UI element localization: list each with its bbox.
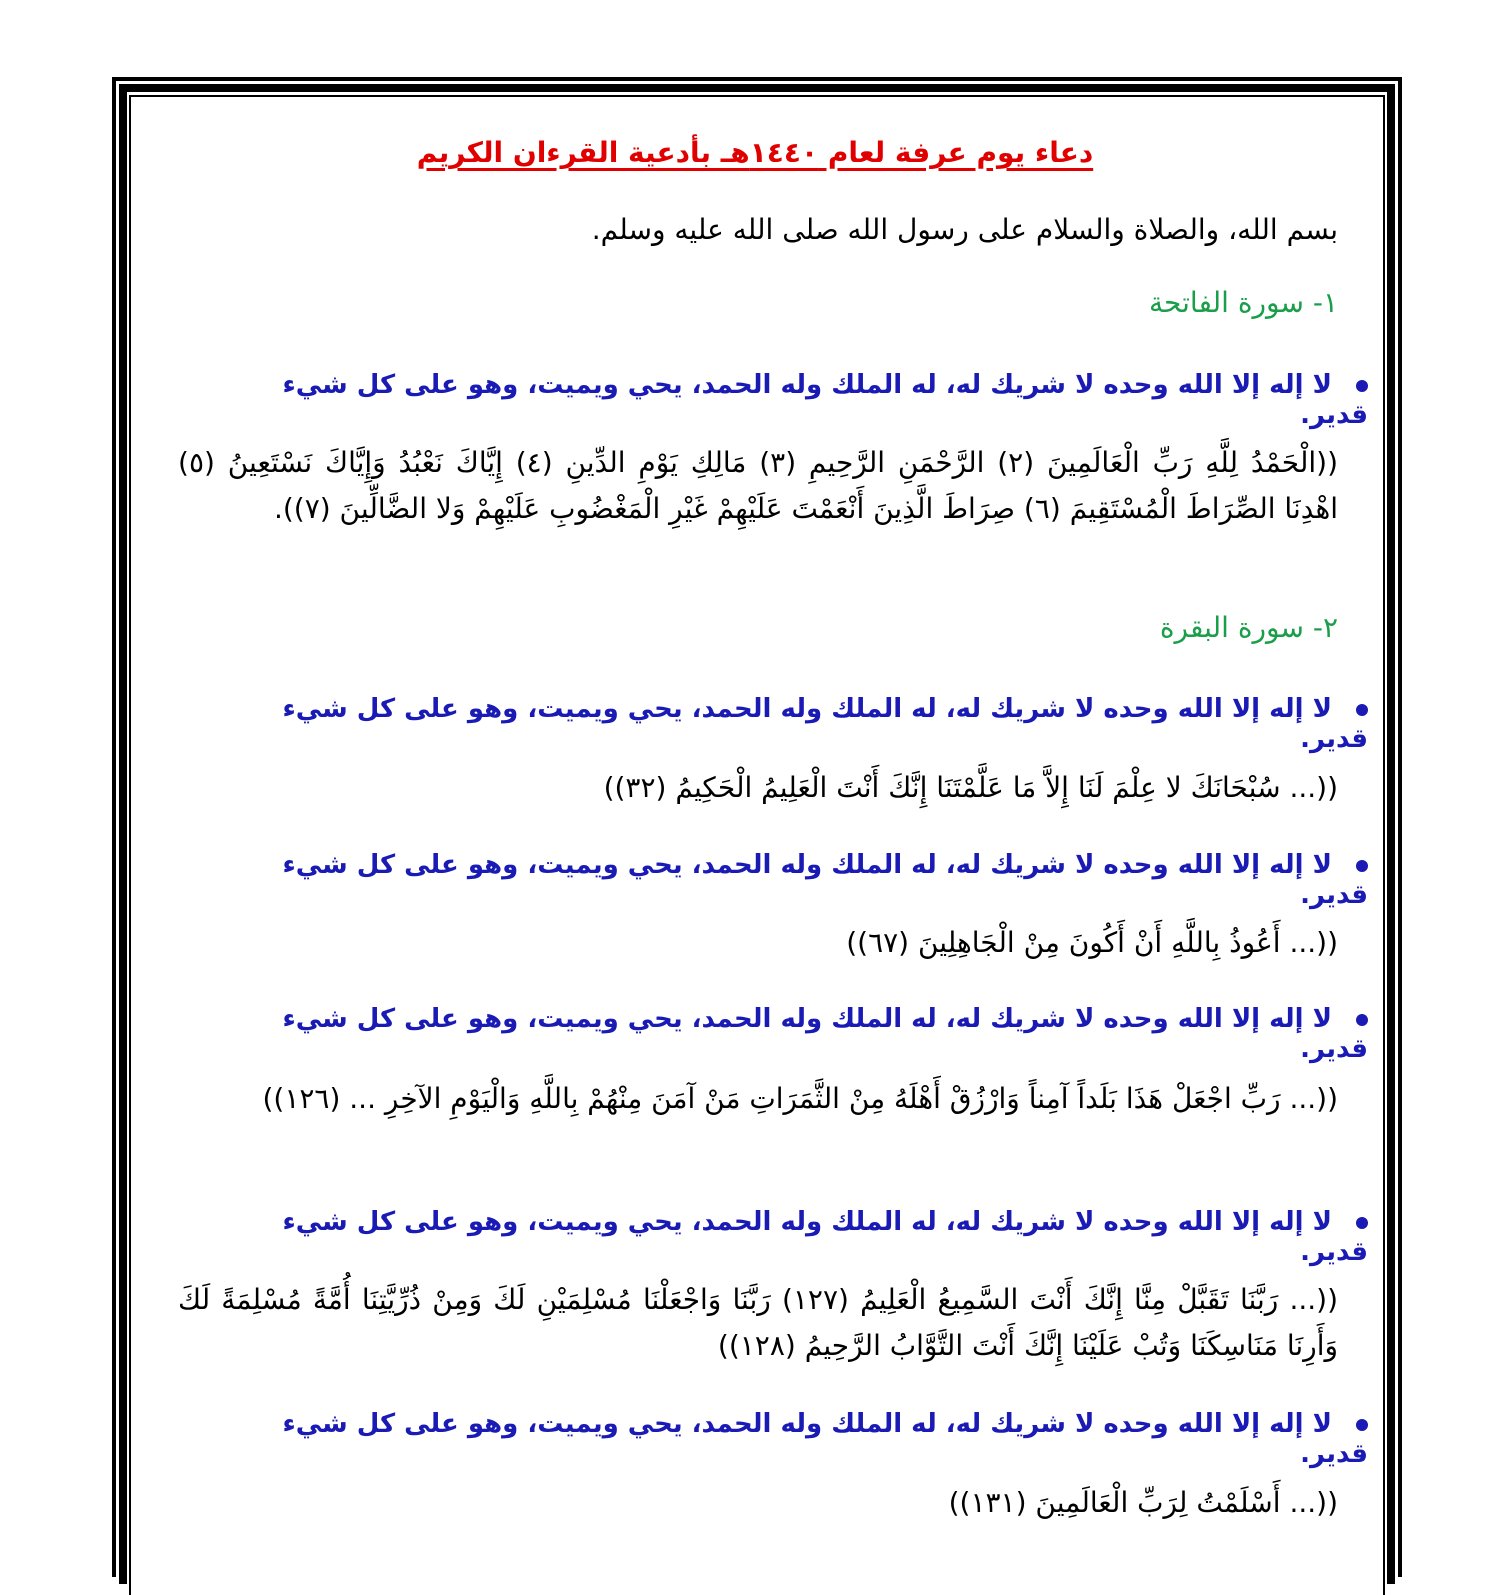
tahlil-bullet — [218, 370, 1368, 430]
verse-131: ((... أَسْلَمْتُ لِرَبِّ الْعَالَمِينَ (١٣١)) — [948, 1486, 1338, 1519]
tahlil-text: لا إله إلا الله وحده لا شريك له، له الملك وله الحمد، يحي ويميت، وهو على كل شيء قدير. — [282, 1409, 1368, 1469]
tahlil-bullet — [218, 694, 1368, 754]
tahlil-text: لا إله إلا الله وحده لا شريك له، له الملك وله الحمد، يحي ويميت، وهو على كل شيء قدير. — [282, 694, 1368, 754]
verse-67: ((... أَعُوذُ بِاللَّهِ أَنْ أَكُونَ مِنْ الْجَاهِلِينَ (٦٧)) — [846, 926, 1338, 959]
tahlil-bullet — [218, 1207, 1368, 1267]
bullet-icon — [1356, 1217, 1368, 1229]
bullet-icon — [1356, 1014, 1368, 1026]
section-heading-baqarah: ٢- سورة البقرة — [1159, 611, 1338, 644]
verse-127-128: ((... رَبَّنَا تَقَبَّلْ مِنَّا إِنَّكَ أَنْتَ السَّمِيعُ الْعَلِيمُ (١٢٧) رَبَّنَا وَاجْعَلْنَا مُسْلِمَيْنِ لَكَ وَمِنْ ذُرِّيَّتِنَا أُمَّةً مُسْلِمَةً لَكَ وَأَرِنَا مَنَاسِكَنَا وَتُبْ عَلَيْنَا إِنَّكَ أَنْتَ التَّوَّابُ الرَّحِيمُ (١٢٨)) — [178, 1283, 1338, 1362]
intro-text: بسم الله، والصلاة والسلام على رسول الله صلى الله عليه وسلم. — [591, 213, 1338, 246]
page-border-inner — [129, 95, 1385, 1595]
tahlil-text: لا إله إلا الله وحده لا شريك له، له الملك وله الحمد، يحي ويميت، وهو على كل شيء قدير. — [282, 1004, 1368, 1064]
document-title: دعاء يوم عرفة لعام ١٤٤٠هـ بأدعية القرءان الكريم — [416, 136, 1094, 169]
tahlil-text: لا إله إلا الله وحده لا شريك له، له الملك وله الحمد، يحي ويميت، وهو على كل شيء قدير. — [282, 1207, 1368, 1267]
tahlil-bullet — [218, 1409, 1368, 1469]
bullet-icon — [1356, 380, 1368, 392]
tahlil-bullet — [218, 1004, 1368, 1064]
verse-32: ((... سُبْحَانَكَ لا عِلْمَ لَنَا إِلاَّ مَا عَلَّمْتَنَا إِنَّكَ أَنْتَ الْعَلِيمُ الْحَكِيمُ (٣٢)) — [603, 771, 1338, 804]
section-heading-fatiha: ١- سورة الفاتحة — [1149, 286, 1338, 319]
tahlil-bullet — [218, 850, 1368, 910]
bullet-icon — [1356, 860, 1368, 872]
verse-126: ((... رَبِّ اجْعَلْ هَذَا بَلَداً آمِناً وَارْزُقْ أَهْلَهُ مِنْ الثَّمَرَاتِ مَنْ آمَنَ مِنْهُمْ بِاللَّهِ وَالْيَوْمِ الآخِرِ ... (١٢٦)) — [262, 1082, 1338, 1115]
bullet-icon — [1356, 1419, 1368, 1431]
tahlil-text: لا إله إلا الله وحده لا شريك له، له الملك وله الحمد، يحي ويميت، وهو على كل شيء قدير. — [282, 850, 1368, 910]
bullet-icon — [1356, 704, 1368, 716]
verse-fatiha: ((الْحَمْدُ لِلَّهِ رَبِّ الْعَالَمِينَ (٢) الرَّحْمَنِ الرَّحِيمِ (٣) مَالِكِ يَوْمِ الدِّينِ (٤) إِيَّاكَ نَعْبُدُ وَإِيَّاكَ نَسْتَعِينُ (٥) اهْدِنَا الصِّرَاطَ الْمُسْتَقِيمَ (٦) صِرَاطَ الَّذِينَ أَنْعَمْتَ عَلَيْهِمْ غَيْرِ الْمَغْضُوبِ عَلَيْهِمْ وَلا الضَّالِّينَ (٧)). — [178, 446, 1338, 525]
tahlil-text: لا إله إلا الله وحده لا شريك له، له الملك وله الحمد، يحي ويميت، وهو على كل شيء قدير. — [282, 370, 1368, 430]
